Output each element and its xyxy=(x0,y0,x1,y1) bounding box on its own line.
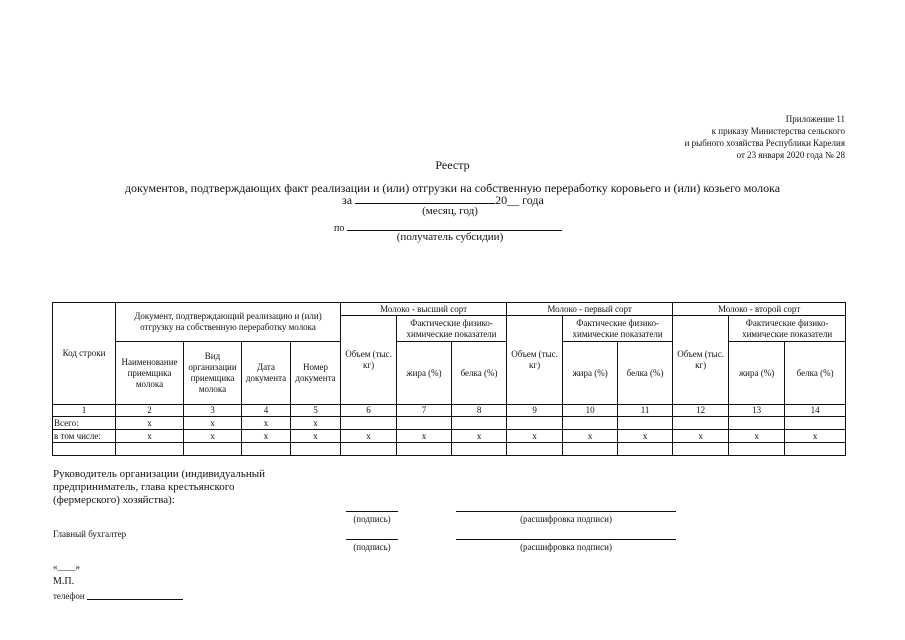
table-cell xyxy=(673,443,729,456)
table-cell: x xyxy=(116,430,184,443)
table-cell xyxy=(242,443,291,456)
table-cell xyxy=(563,443,618,456)
appendix-line: от 23 января 2020 года № 28 xyxy=(736,150,845,160)
row-label: Всего: xyxy=(53,417,116,430)
appendix-line: Приложение 11 xyxy=(785,114,845,124)
column-number: 2 xyxy=(116,405,184,417)
column-number: 3 xyxy=(184,405,242,417)
accountant-label: Главный бухгалтер xyxy=(53,529,127,539)
date-mark: «____» xyxy=(53,562,80,572)
head-decode-line[interactable] xyxy=(456,511,676,512)
period-suffix: 20__ года xyxy=(495,193,544,207)
table-cell: x xyxy=(184,417,242,430)
column-number: 4 xyxy=(242,405,291,417)
fat-header: жира (%) xyxy=(729,342,785,405)
indicators-header: Фактические физико-химические показатели xyxy=(729,316,846,342)
volume-header: Объем (тыс. кг) xyxy=(673,316,729,405)
accountant-decode-line[interactable] xyxy=(456,539,676,540)
column-number: 9 xyxy=(507,405,563,417)
table-cell xyxy=(673,417,729,430)
table-cell xyxy=(184,443,242,456)
table-cell xyxy=(618,443,673,456)
table-cell: x xyxy=(242,430,291,443)
row-label: в том числе: xyxy=(53,430,116,443)
doc-col-header: Вид организации приемщика молока xyxy=(184,342,242,405)
period-prefix: за xyxy=(342,193,353,207)
column-number: 12 xyxy=(673,405,729,417)
head-label-line: предприниматель, глава крестьянского xyxy=(53,481,235,493)
column-number: 5 xyxy=(291,405,341,417)
table-cell: x xyxy=(291,417,341,430)
code-header: Код строки xyxy=(53,303,116,405)
table-cell xyxy=(452,417,507,430)
signature-caption: (подпись) xyxy=(353,514,391,524)
fat-header: жира (%) xyxy=(397,342,452,405)
indicators-header: Фактические физико-химические показатели xyxy=(397,316,507,342)
doc-col-header: Номер документа xyxy=(291,342,341,405)
decode-caption: (расшифровка подписи) xyxy=(520,542,612,552)
column-number: 13 xyxy=(729,405,785,417)
table-cell: x xyxy=(563,430,618,443)
head-label-line: (фермерского) хозяйства): xyxy=(53,494,175,506)
table-cell xyxy=(507,443,563,456)
table-cell xyxy=(729,443,785,456)
fat-header: жира (%) xyxy=(563,342,618,405)
doc-col-header: Наименование приемщика молока xyxy=(116,342,184,405)
head-label-line: Руководитель организации (индивидуальный xyxy=(53,468,266,480)
grade-header-top: Молоко - высший сорт xyxy=(341,303,507,316)
table-row xyxy=(53,443,846,456)
stamp-mark: М.П. xyxy=(53,576,75,587)
table-cell: x xyxy=(729,430,785,443)
recipient-field[interactable] xyxy=(347,219,562,231)
table-cell xyxy=(618,417,673,430)
table-cell: x xyxy=(341,430,397,443)
table-cell xyxy=(291,443,341,456)
table-cell: x xyxy=(785,430,846,443)
phone-label: телефон xyxy=(53,591,85,601)
table-cell: x xyxy=(618,430,673,443)
protein-header: белка (%) xyxy=(452,342,507,405)
doc-group-header: Документ, подтверждающий реализацию и (или) отгрузку на собственную переработку молока xyxy=(116,303,341,342)
column-number: 7 xyxy=(397,405,452,417)
table-cell: x xyxy=(452,430,507,443)
registry-table xyxy=(52,302,846,456)
doc-col-header: Дата документа xyxy=(242,342,291,405)
appendix-line: и рыбного хозяйства Республики Карелия xyxy=(684,138,845,148)
table-cell xyxy=(397,417,452,430)
table-row xyxy=(53,430,846,443)
table-row xyxy=(53,417,846,430)
volume-header: Объем (тыс. кг) xyxy=(507,316,563,405)
column-number: 8 xyxy=(452,405,507,417)
column-number: 6 xyxy=(341,405,397,417)
table-cell: x xyxy=(291,430,341,443)
table-cell: x xyxy=(116,417,184,430)
period-month-field[interactable] xyxy=(355,192,495,204)
table-cell xyxy=(729,417,785,430)
indicators-header: Фактические физико-химические показатели xyxy=(563,316,673,342)
table-cell xyxy=(116,443,184,456)
row-label xyxy=(53,443,116,456)
period-caption: (месяц, год) xyxy=(422,205,478,217)
recipient-caption: (получатель субсидии) xyxy=(396,231,504,243)
table-cell: x xyxy=(397,430,452,443)
table-cell xyxy=(397,443,452,456)
table-cell xyxy=(452,443,507,456)
accountant-signature-line[interactable] xyxy=(346,539,398,540)
recipient-prefix: по xyxy=(334,223,345,234)
table-cell: x xyxy=(507,430,563,443)
column-number: 11 xyxy=(618,405,673,417)
table-cell xyxy=(785,417,846,430)
grade-header-first: Молоко - первый сорт xyxy=(507,303,673,316)
volume-header: Объем (тыс. кг) xyxy=(341,316,397,405)
table-cell xyxy=(341,443,397,456)
table-cell: x xyxy=(673,430,729,443)
signature-caption: (подпись) xyxy=(353,542,391,552)
table-cell xyxy=(507,417,563,430)
column-number: 1 xyxy=(53,405,116,417)
document-subtitle: документов, подтверждающих факт реализации и (или) отгрузки на собственную переработку коровьего и (или) козьего молока xyxy=(124,181,781,195)
appendix-line: к приказу Министерства сельского xyxy=(711,126,845,136)
phone-field[interactable] xyxy=(87,599,183,600)
column-number: 10 xyxy=(563,405,618,417)
table-cell: x xyxy=(242,417,291,430)
document-title: Реестр xyxy=(435,158,470,172)
appendix-block xyxy=(685,113,845,161)
grade-header-second: Молоко - второй сорт xyxy=(673,303,846,316)
table-cell: x xyxy=(184,430,242,443)
protein-header: белка (%) xyxy=(785,342,846,405)
decode-caption: (расшифровка подписи) xyxy=(520,514,612,524)
protein-header: белка (%) xyxy=(618,342,673,405)
table-cell xyxy=(563,417,618,430)
column-number: 14 xyxy=(785,405,846,417)
head-signature-line[interactable] xyxy=(346,511,398,512)
table-cell xyxy=(341,417,397,430)
table-cell xyxy=(785,443,846,456)
head-signature-label xyxy=(53,468,265,507)
